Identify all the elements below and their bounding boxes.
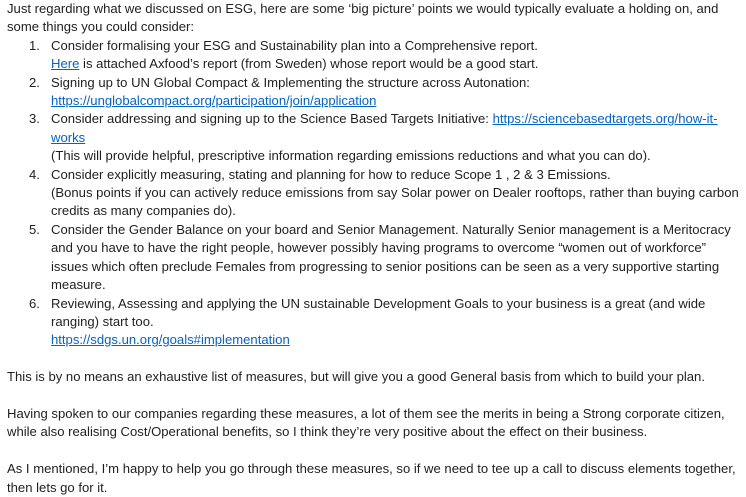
list-item-text: Reviewing, Assessing and applying the UN sustainable Development Goals to your business is a great (and wide ranging) start too.	[51, 295, 706, 329]
list-item	[7, 166, 743, 221]
list-item	[7, 295, 743, 350]
list-item	[7, 74, 743, 111]
list-item-text: Consider formalising your ESG and Sustainability plan into a Comprehensive report.	[51, 37, 538, 53]
list-item-text: is attached Axfood’s report (from Sweden) whose report would be a good start.	[79, 56, 539, 72]
list-item-text: Consider the Gender Balance on your board and Senior Management. Naturally Senior management is a Meritocracy and you have to have the right people, however possibly having programs to overcome “women out of workforce” issues which often preclude Females from progressing to senior positions can be seen as a very supportive starting measure.	[51, 221, 731, 293]
list-number: 6.	[29, 295, 40, 311]
list-number: 4.	[29, 166, 40, 182]
list-item	[7, 221, 743, 295]
list-number: 2.	[29, 74, 40, 90]
companies-paragraph: Having spoken to our companies regarding these measures, a lot of them see the merits in being a Strong corporate citizen, while also realising Cost/Operational benefits, so I think they’re very positive about the effect on their business.	[7, 405, 725, 440]
spacer	[7, 350, 743, 368]
sdgs-link[interactable]: https://sdgs.un.org/goals#implementation	[51, 332, 290, 348]
spacer	[7, 387, 743, 405]
list-item-text: Signing up to UN Global Compact & Implementing the structure across Autonation:	[51, 74, 530, 90]
list-item	[7, 37, 743, 74]
list-number: 5.	[29, 221, 40, 237]
list-number: 1.	[29, 37, 40, 53]
list-item-note: (Bonus points if you can actively reduce emissions from say Solar power on Dealer rooftops, rather than buying carbon credits as many companies do).	[51, 185, 739, 219]
intro-paragraph: Just regarding what we discussed on ESG, here are some ‘big picture’ points we would typically evaluate a holding on, and some things you could consider:	[7, 1, 719, 35]
here-link[interactable]: Here	[51, 56, 80, 72]
basis-paragraph: This is by no means an exhaustive list of measures, but will give you a good General basis from which to build your plan.	[7, 369, 705, 385]
list-item	[7, 110, 743, 165]
list-item-note: (This will provide helpful, prescriptive information regarding emissions reductions and what you can do).	[51, 148, 651, 164]
un-global-compact-link[interactable]: https://unglobalcompact.org/participation/join/application	[51, 93, 377, 109]
list-item-text: Consider explicitly measuring, stating and planning for how to reduce Scope 1 , 2 & 3 Emissions.	[51, 166, 611, 182]
list-item-text: Consider addressing and signing up to the Science Based Targets Initiative:	[51, 111, 493, 127]
list-number: 3.	[29, 111, 40, 127]
science-based-targets-link[interactable]: https://sciencebasedtargets.org/how-it-works	[51, 111, 718, 145]
spacer	[7, 442, 743, 460]
esg-points-list	[7, 37, 743, 350]
help-paragraph: As I mentioned, I’m happy to help you go through these measures, so if we need to tee up a call to discuss elements together, then lets go for it.	[7, 461, 736, 495]
email-body	[7, 0, 743, 497]
